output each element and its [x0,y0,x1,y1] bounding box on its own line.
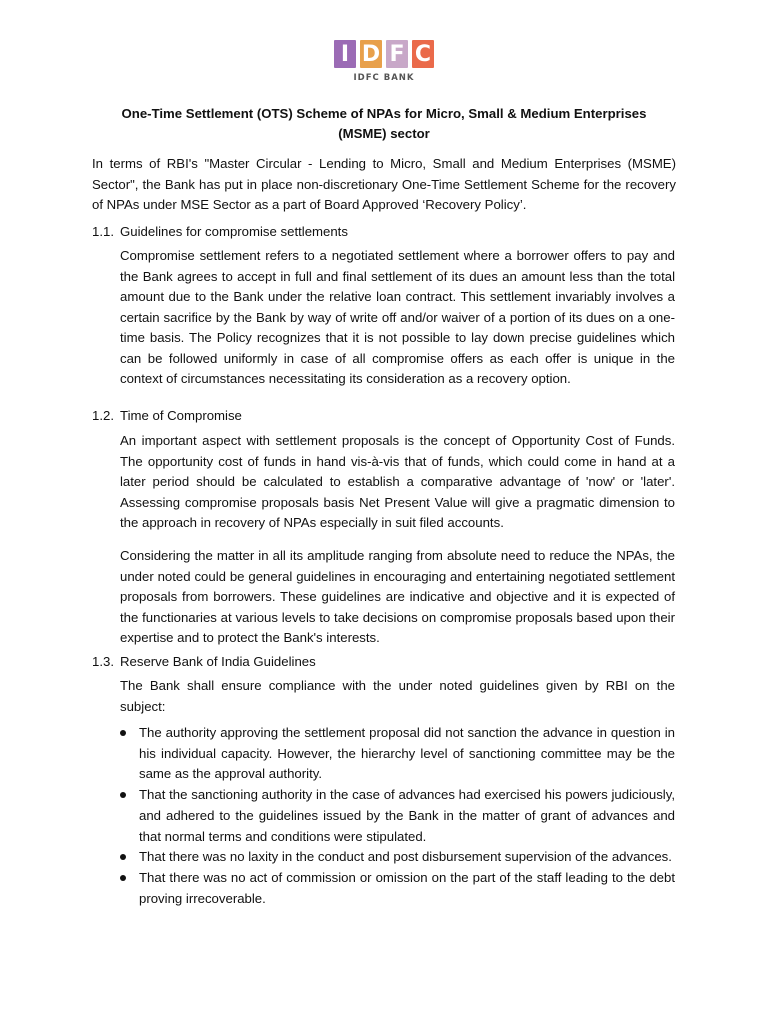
section-number: 1.1. [92,224,114,239]
bullet-icon [120,875,126,881]
title-line-1: One-Time Settlement (OTS) Scheme of NPAs for Micro, Small & Medium Enterprises [121,106,647,121]
section-1-3-paragraph: The Bank shall ensure compliance with the under noted guidelines given by RBI on the subject: [120,678,675,714]
section-number: 1.2. [92,408,114,423]
document-title [92,104,676,144]
logo-letter-i: I [334,40,356,68]
section-title: Time of Compromise [120,408,242,423]
idfc-bank-logo [0,40,768,83]
logo-letter-d: D [361,41,381,67]
list-item-text: That the sanctioning authority in the case of advances had exercised his powers judiciously, and adhered to the guidelines issued by the Bank in the matter of grant of advances and that normal terms and conditions were stipulated. [139,787,675,844]
rbi-guidelines-list [120,723,675,909]
list-item [120,785,675,847]
list-item [120,868,675,909]
list-item [120,723,675,785]
section-title: Reserve Bank of India Guidelines [120,654,316,669]
list-item-text: The authority approving the settlement proposal did not sanction the advance in question in his individual capacity. However, the hierarchy level of sanctioning committee may be the same as the approval authority. [139,725,675,782]
logo-letter-c: C [412,40,434,68]
list-item-text: That there was no act of commission or omission on the part of the staff leading to the debt proving irrecoverable. [139,869,675,906]
list-item [120,847,675,868]
section-title: Guidelines for compromise settlements [120,224,348,239]
section-heading-1-1 [92,222,348,242]
logo-subtitle: IDFC BANK [353,73,415,83]
intro-paragraph: In terms of RBI's "Master Circular - Lending to Micro, Small and Medium Enterprises (MSME) Sector", the Bank has put in place non-discretionary One-Time Settlement Scheme for the recovery of NPAs under MSE Sector as a part of Board Approved ‘Recovery Policy’. [92,156,676,212]
section-heading-1-2 [92,406,242,426]
section-1-2-paragraph-2: Considering the matter in all its amplitude ranging from absolute need to reduce the NPAs, the under noted could be general guidelines in encouraging and entertaining negotiated settlement proposals from borrowers. These guidelines are indicative and objective and it is expected of the functionaries at various levels to take decisions on compromise proposals based upon their expertise and to protect the Bank's interests. [120,548,675,645]
logo-letter-f: F [386,40,408,68]
bullet-icon [120,730,126,736]
title-line-2: (MSME) sector [338,126,430,141]
section-1-1-paragraph: Compromise settlement refers to a negotiated settlement where a borrower offers to pay and the Bank agrees to accept in full and final settlement of its dues an amount less than the total amount due to the Bank under the relative loan contract. This settlement invariably involves a certain sacrifice by the Bank by way of write off and/or waiver of a portion of its dues on a one-time basis. The Policy recognizes that it is not possible to lay down precise guidelines which can be followed uniformly in case of all compromise offers as each offer is unique in the context of circumstances necessitating its consideration as a recovery option. [120,248,675,386]
section-1-2-paragraph-1: An important aspect with settlement proposals is the concept of Opportunity Cost of Funds. The opportunity cost of funds in hand vis-à-vis that of funds, which could come in hand at a later period should be calculated to establish a comparative advantage of 'now' or 'later'. Assessing compromise proposals basis Net Present Value will give a pragmatic dimension to the approach in recovery of NPAs especially in suit filed accounts. [120,433,675,530]
section-number: 1.3. [92,654,114,669]
list-item-text: That there was no laxity in the conduct and post disbursement supervision of the advances. [139,849,672,865]
bullet-icon [120,792,126,798]
logo-letter-blocks [334,40,434,68]
section-heading-1-3 [92,652,316,672]
bullet-icon [120,854,126,860]
